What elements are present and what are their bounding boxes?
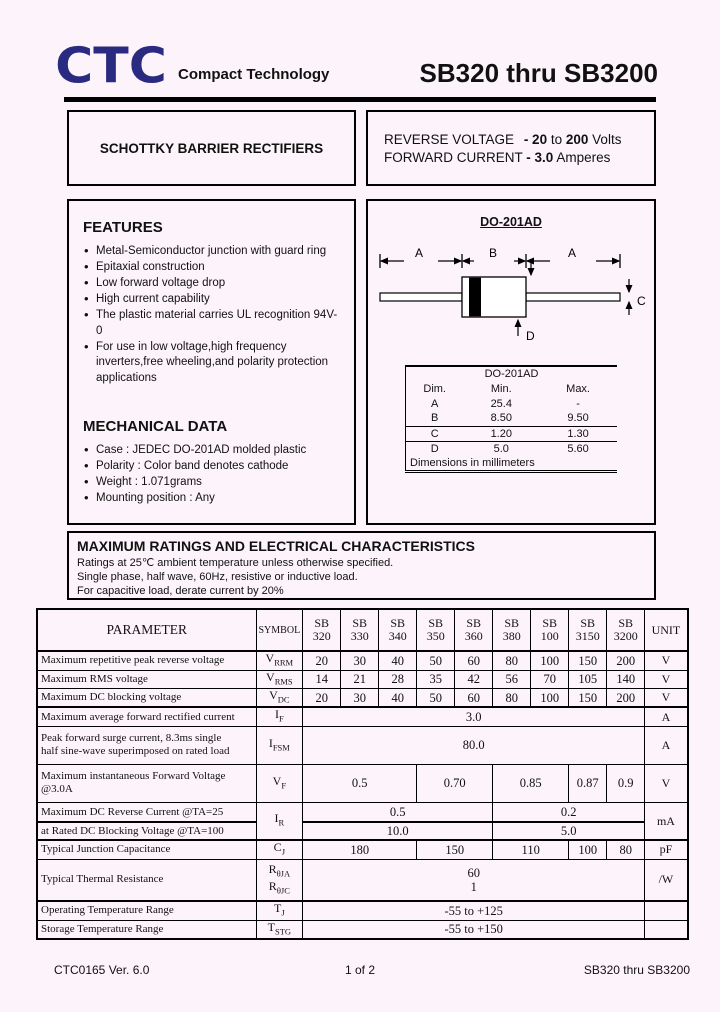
dim-cell: Dimensions in millimeters — [410, 456, 535, 469]
value-cell: 40 — [379, 651, 417, 670]
reverse-voltage-unit: Volts — [592, 131, 622, 147]
ctc-logo-glyph — [55, 37, 167, 94]
value-cell: 0.2 — [493, 802, 645, 822]
dim-cell: Dim. — [423, 382, 446, 395]
ratings-note: For capacitive load, derate current by 20% — [77, 585, 284, 597]
value-cell: 50 — [417, 651, 455, 670]
product-title: SCHOTTKY BARRIER RECTIFIERS — [99, 140, 324, 156]
dim-cell: A — [431, 397, 439, 410]
value-cell: 0.9 — [607, 764, 645, 802]
col-header-device: SB 330 — [341, 609, 379, 651]
value-cell: 0.70 — [417, 764, 493, 802]
value-cell: 10.0 — [303, 822, 493, 840]
ratings-header-box — [67, 531, 656, 600]
feature-item: • Low forward voltage drop — [83, 276, 342, 292]
lead-right — [526, 293, 620, 301]
value-cell: 56 — [493, 670, 531, 688]
value-cell: 0.85 — [493, 764, 569, 802]
dim-cell: 25.4 — [490, 397, 512, 410]
value-cell: 110 — [493, 840, 569, 859]
value-cell: 100 — [531, 688, 569, 707]
unit-cell: V — [645, 688, 688, 707]
features-box — [67, 199, 356, 525]
reverse-voltage-max: 200 — [565, 131, 589, 147]
unit-cell: mA — [645, 802, 688, 840]
param-cell: Typical Junction Capacitance — [37, 840, 256, 859]
ratings-title: MAXIMUM RATINGS AND ELECTRICAL CHARACTERISTICS — [77, 538, 475, 554]
unit-cell — [645, 920, 688, 939]
dimension-table — [405, 365, 617, 473]
mechanical-item: • Case : JEDEC DO-201AD molded plastic — [83, 443, 342, 459]
dim-cell: Min. — [490, 382, 512, 395]
cathode-band — [469, 278, 481, 317]
dim-label-b: B — [488, 246, 498, 260]
value-cell: 100 — [569, 840, 607, 859]
col-header-device: SB 360 — [455, 609, 493, 651]
dim-cell: DO-201AD — [484, 368, 539, 380]
package-box — [366, 199, 656, 525]
symbol-cell: $V_{DC}$ — [256, 688, 303, 707]
value-cell: 70 — [531, 670, 569, 688]
value-cell: 0.5 — [303, 764, 417, 802]
ctc-logo — [46, 36, 176, 96]
value-cell: 30 — [341, 688, 379, 707]
feature-item: • For use in low voltage,high frequency inverters,free wheeling,and polarity protection applications — [83, 340, 342, 387]
value-cell: 30 — [341, 651, 379, 670]
dim-label-c: C — [637, 294, 646, 308]
value-cell: -55 to +150 — [303, 920, 645, 939]
symbol-cell: $V_{RMS}$ — [256, 670, 303, 688]
dim-label-a1: A — [414, 246, 424, 260]
value-cell: 80 — [493, 688, 531, 707]
value-cell: 105 — [569, 670, 607, 688]
value-cell: 42 — [455, 670, 493, 688]
value-cell: 20 — [303, 688, 341, 707]
company-name: Compact Technology — [178, 66, 330, 83]
value-cell: 150 — [569, 651, 607, 670]
symbol-cell: $V_F$ — [256, 764, 303, 802]
value-cell: 50 — [417, 688, 455, 707]
unit-cell: A — [645, 726, 688, 764]
lead-left — [380, 293, 462, 301]
footer-doc-number: CTC0165 Ver. 6.0 — [54, 963, 150, 977]
value-cell: 0.5 — [303, 802, 493, 822]
value-cell: 60 1 — [303, 859, 645, 901]
value-cell: 28 — [379, 670, 417, 688]
dim-cell: 8.50 — [490, 412, 512, 425]
symbol-cell: $R_{\theta JA}$ $R_{\theta JC}$ — [256, 859, 303, 901]
value-cell: -55 to +125 — [303, 901, 645, 920]
param-cell: Maximum DC blocking voltage — [37, 688, 256, 707]
dim-cell: C — [406, 426, 464, 441]
param-cell: Storage Temperature Range — [37, 920, 256, 939]
symbol-cell: $I_R$ — [256, 802, 303, 840]
param-cell: Maximum DC Reverse Current @TA=25 — [37, 802, 256, 822]
col-header-device: SB 320 — [303, 609, 341, 651]
dim-cell: B — [431, 412, 439, 425]
product-box — [67, 110, 356, 186]
unit-cell — [645, 901, 688, 920]
mechanical-item: • Polarity : Color band denotes cathode — [83, 459, 342, 475]
param-cell: Maximum instantaneous Forward Voltage @3.0A — [37, 764, 256, 802]
svg-text:CTC: CTC — [55, 36, 167, 95]
param-cell: Peak forward surge current, 8.3ms single half sine-wave superimposed on rated load — [37, 726, 256, 764]
unit-cell: pF — [645, 840, 688, 859]
dim-cell: 5.0 — [463, 441, 539, 456]
dim-cell: 9.50 — [567, 412, 589, 425]
value-cell: 40 — [379, 688, 417, 707]
dim-cell: - — [576, 397, 580, 410]
header-divider — [64, 97, 656, 102]
feature-item: • Epitaxial construction — [83, 260, 342, 276]
unit-cell: V — [645, 651, 688, 670]
symbol-cell: $V_{RRM}$ — [256, 651, 303, 670]
dim-label-a2: A — [567, 246, 577, 260]
value-cell: 150 — [569, 688, 607, 707]
param-cell: Operating Temperature Range — [37, 901, 256, 920]
param-cell: Maximum RMS voltage — [37, 670, 256, 688]
value-cell: 35 — [417, 670, 455, 688]
forward-current-unit: Amperes — [556, 149, 611, 165]
param-cell: Typical Thermal Resistance — [37, 859, 256, 901]
value-cell: 140 — [607, 670, 645, 688]
dim-cell: 1.20 — [463, 426, 539, 441]
dim-cell: 5.60 — [539, 441, 617, 456]
col-header-device: SB 3200 — [607, 609, 645, 651]
col-header-device: SB 100 — [531, 609, 569, 651]
col-header-device: SB 380 — [493, 609, 531, 651]
value-cell: 80 — [493, 651, 531, 670]
param-cell: Maximum repetitive peak reverse voltage — [37, 651, 256, 670]
feature-item: • High current capability — [83, 292, 342, 308]
value-cell: 5.0 — [493, 822, 645, 840]
dim-cell: Max. — [566, 382, 590, 395]
mechanical-item: • Mounting position : Any — [83, 491, 342, 507]
footer-part-range: SB320 thru SB3200 — [583, 963, 690, 977]
footer-page-number: 1 of 2 — [344, 963, 376, 977]
value-cell: 200 — [607, 651, 645, 670]
value-cell: 3.0 — [303, 707, 645, 726]
col-header-parameter: PARAMETER — [37, 609, 256, 651]
mechanical-item: • Weight : 1.071grams — [83, 475, 342, 491]
symbol-cell: $T_{STG}$ — [256, 920, 303, 939]
mechanical-title: MECHANICAL DATA — [83, 418, 228, 435]
forward-current-label: FORWARD CURRENT — [384, 149, 523, 165]
value-cell: 100 — [531, 651, 569, 670]
unit-cell: A — [645, 707, 688, 726]
forward-current-value: - 3.0 — [526, 149, 554, 165]
unit-cell: V — [645, 670, 688, 688]
symbol-cell: $I_F$ — [256, 707, 303, 726]
value-cell: 21 — [341, 670, 379, 688]
col-header-unit: UNIT — [645, 609, 688, 651]
forward-current-line — [384, 150, 654, 165]
value-cell: 20 — [303, 651, 341, 670]
ratings-note: Single phase, half wave, 60Hz, resistive or inductive load. — [77, 571, 358, 583]
features-title: FEATURES — [83, 219, 163, 236]
dim-cell: D — [406, 441, 464, 456]
value-cell: 60 — [455, 651, 493, 670]
col-header-device: SB 350 — [417, 609, 455, 651]
symbol-cell: $C_J$ — [256, 840, 303, 859]
col-header-symbol: SYMBOL — [256, 609, 303, 651]
value-cell: 14 — [303, 670, 341, 688]
col-header-device: SB 3150 — [569, 609, 607, 651]
value-cell: 80 — [607, 840, 645, 859]
value-cell: 200 — [607, 688, 645, 707]
features-list — [83, 244, 342, 386]
reverse-voltage-label: REVERSE VOLTAGE — [384, 131, 515, 147]
ratings-note: Ratings at 25℃ ambient temperature unless otherwise specified. — [77, 557, 394, 569]
value-cell: 80.0 — [303, 726, 645, 764]
spec-box — [366, 110, 656, 186]
package-name: DO-201AD — [480, 215, 542, 229]
param-cell: Maximum average forward rectified current — [37, 707, 256, 726]
feature-item: • The plastic material carries UL recognition 94V-0 — [83, 308, 342, 339]
symbol-cell: $I_{FSM}$ — [256, 726, 303, 764]
symbol-cell: $T_J$ — [256, 901, 303, 920]
col-header-device: SB 340 — [379, 609, 417, 651]
doc-title: SB320 thru SB3200 — [419, 58, 658, 88]
ratings-notes — [77, 556, 644, 598]
unit-cell: V — [645, 764, 688, 802]
mechanical-list — [83, 443, 342, 507]
value-cell: 150 — [417, 840, 493, 859]
dim-label-d: D — [526, 329, 535, 343]
reverse-voltage-line — [384, 132, 654, 147]
value-cell: 180 — [303, 840, 417, 859]
ratings-table — [36, 608, 689, 940]
value-cell: 60 — [455, 688, 493, 707]
param-cell: at Rated DC Blocking Voltage @TA=100 — [37, 822, 256, 840]
reverse-voltage-conj: to — [550, 131, 563, 147]
unit-cell: /W — [645, 859, 688, 901]
value-cell: 0.87 — [569, 764, 607, 802]
package-diagram — [368, 233, 654, 351]
dim-cell: 1.30 — [539, 426, 617, 441]
feature-item: • Metal-Semiconductor junction with guard ring — [83, 244, 342, 260]
reverse-voltage-min: - 20 — [523, 131, 548, 147]
